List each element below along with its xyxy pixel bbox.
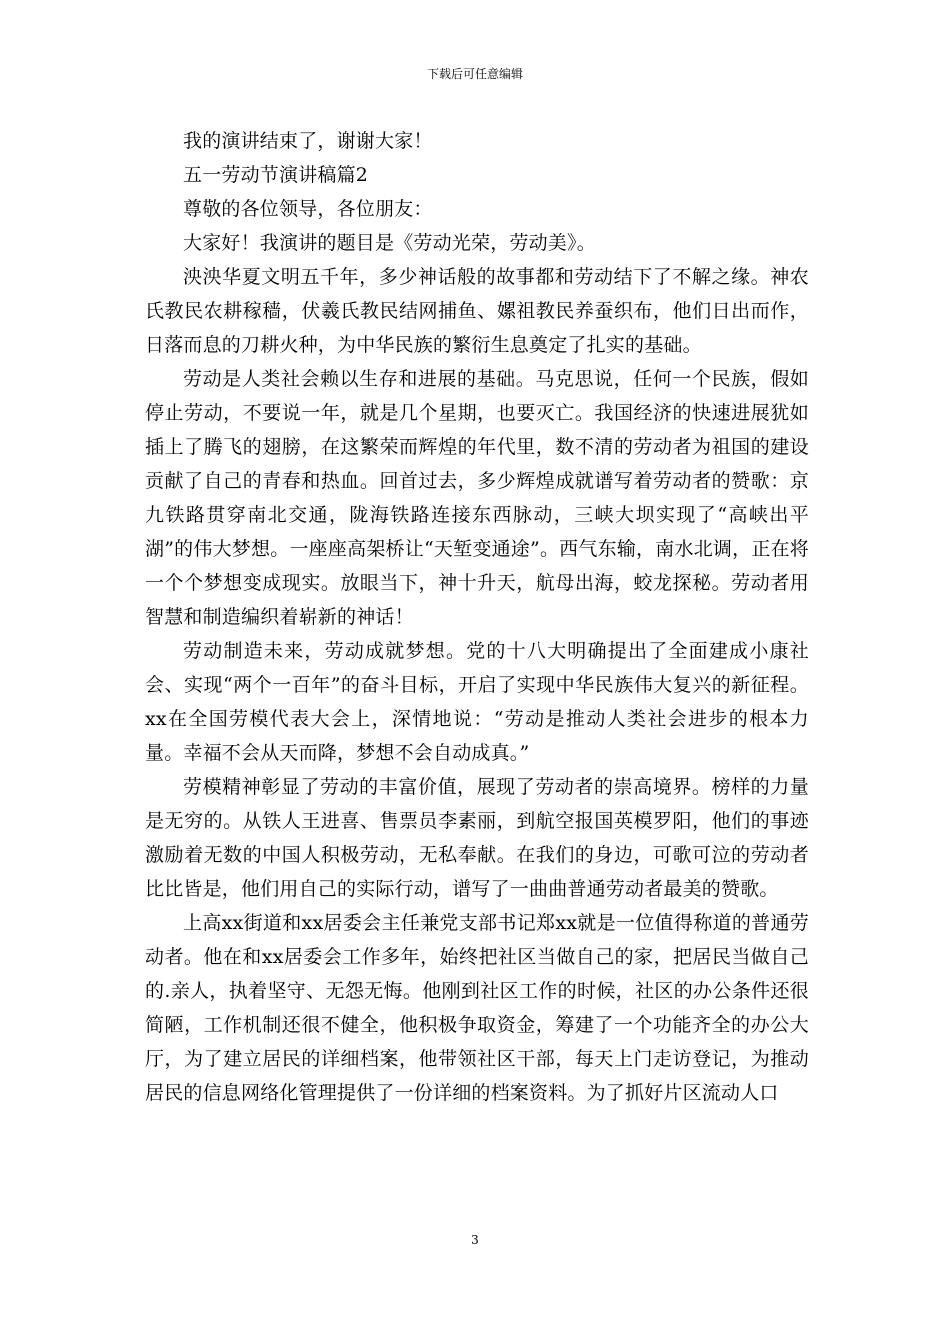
paragraph-closing: 我的演讲结束了，谢谢大家！: [183, 130, 433, 152]
paragraph-body: 劳动是人类社会赖以生存和进展的基础。马克思说，任何一个民族，假如停止劳动，不要说一年，就是几个星期，也要灭亡。我国经济的快速进展犹如插上了腾飞的翅膀，在这繁荣而辉煌的年代里，数不清的劳动者为祖国的建设贡献了自己的青春和热血。回首过去，多少辉煌成就谱写着劳动者的赞歌：京九铁路贯穿南北交通，陇海铁路连接东西脉动，三峡大坝实现了“高峡出平湖”的伟大梦想。一座座高架桥让“天堑变通途”。西气东输，南水北调，正在将一个个梦想变成现实。放眼当下，神十升天，航母出海，蛟龙探秘。劳动者用智慧和制造编织着崭新的神话！: [145, 368, 809, 628]
page-header: 下载后可任意编辑: [426, 67, 523, 81]
paragraph-speech-title: 五一劳动节演讲稿篇2: [183, 164, 369, 186]
document-body: [145, 124, 809, 1110]
paragraph-greeting: 大家好！我演讲的题目是《劳动光荣，劳动美》。: [183, 232, 596, 254]
paragraph-body: 劳动制造未来，劳动成就梦想。党的十八大明确提出了全面建成小康社会、实现“两个一百年”的奋斗目标，开启了实现中华民族伟大复兴的新征程。xx在全国劳模代表大会上，深情地说：“劳动是推动人类社会进步的根本力量。幸福不会从天而降，梦想不会自动成真。”: [145, 640, 809, 764]
paragraph-body: 劳模精神彰显了劳动的丰富价值，展现了劳动者的崇高境界。榜样的力量是无穷的。从铁人王进喜、售票员李素丽，到航空报国英模罗阳，他们的事迹激励着无数的中国人积极劳动，无私奉献。在我们的身边，可歌可泣的劳动者比比皆是，他们用自己的实际行动，谱写了一曲曲普通劳动者最美的赞歌。: [145, 776, 809, 900]
paragraph-body: 泱泱华夏文明五千年，多少神话般的故事都和劳动结下了不解之缘。神农氏教民农耕稼穑，伏羲氏教民结网捕鱼、嫘祖教民养蚕织布，他们日出而作，日落而息的刀耕火种，为中华民族的繁衍生息奠定了扎实的基础。: [145, 266, 809, 356]
paragraph-salutation: 尊敬的各位领导，各位朋友：: [183, 198, 433, 220]
page-number: 3: [471, 1233, 479, 1247]
paragraph-body: 上高xx街道和xx居委会主任兼党支部书记郑xx就是一位值得称道的普通劳动者。他在和xx居委会工作多年，始终把社区当做自己的家，把居民当做自己的.亲人，执着坚守、无怨无悔。他刚到社区工作的时候，社区的办公条件还很简陋，工作机制还很不健全，他积极争取资金，筹建了一个功能齐全的办公大厅，为了建立居民的详细档案，他带领社区干部，每天上门走访登记，为推动居民的信息网络化管理提供了一份详细的档案资料。为了抓好片区流动人口: [145, 912, 809, 1104]
